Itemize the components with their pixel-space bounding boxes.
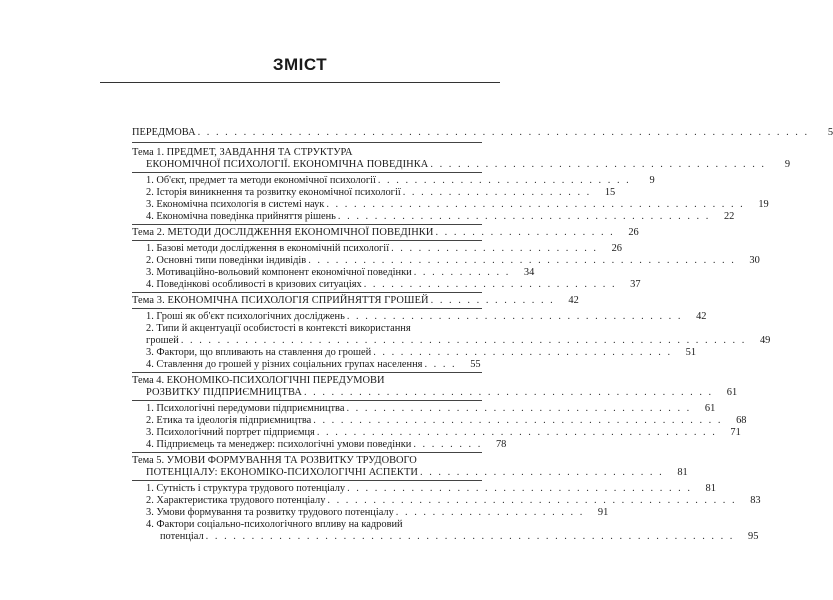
leader-dots: . . . . . . . . bbox=[413, 439, 483, 450]
toc-item-label: 3. Умови формування та розвитку трудового потенціалу bbox=[146, 507, 394, 518]
leader-dots: . . . . . . . . . . . . . . . . . . . . . . . . . . . . . . . . . . . . . . . . . . . . bbox=[316, 427, 717, 438]
leader-dots: . . . . . . . . . . . . . . . . . . . . . bbox=[402, 187, 592, 198]
toc-item-label: 4. Економічна поведінка прийняття рішень bbox=[146, 211, 336, 222]
section-divider bbox=[132, 308, 482, 309]
toc-topic-5[interactable] bbox=[146, 466, 688, 479]
toc-item-label: 1. Гроші як об'єкт психологічних досліджень bbox=[146, 311, 345, 322]
leader-dots: . . . . . . . . . . . bbox=[413, 267, 511, 278]
toc-item-label: 3. Фактори, що впливають на ставлення до грошей bbox=[146, 347, 372, 358]
page-number: 19 bbox=[758, 199, 769, 210]
leader-dots: . . . . . . . . . . . . . . . . . . . . . . . . . . . . . . . . . . . . . . . . . . . . . . bbox=[326, 199, 745, 210]
topic-heading-line: ЕКОНОМІЧНОЇ ПСИХОЛОГІЇ. ЕКОНОМІЧНА ПОВЕДІНКА bbox=[146, 159, 429, 170]
toc-item-label[interactable]: 4. Фактори соціально-психологічного впливу на кадровий bbox=[146, 519, 403, 530]
page-number: 83 bbox=[750, 495, 761, 506]
leader-dots: . . . . . . . . . . . . . . . . . . . . bbox=[435, 227, 615, 238]
leader-dots: . . . . . . . . . . . . . . . . . . . . . . . . . . . . . . . . . . . . . . . . . . . . . bbox=[313, 415, 723, 426]
toc-item[interactable] bbox=[146, 358, 480, 371]
leader-dots: . . . . . . . . . . . . . . . . . . . . . . . . . . . . . . . . . . . . . . bbox=[347, 483, 692, 494]
page-number: 30 bbox=[749, 255, 760, 266]
leader-dots: . . . . . . . . . . . . . . . . . . . . . . . . . . . . bbox=[363, 279, 617, 290]
leader-dots: . . . . . . . . . . . . . . . . . . . . . . . . . . . . . . . . . . . . . bbox=[430, 159, 767, 170]
toc-topic-1[interactable] bbox=[146, 158, 791, 171]
section-divider bbox=[132, 480, 482, 481]
toc-item-label[interactable]: 2. Типи й акцентуації особистості в контексті використання bbox=[146, 323, 411, 334]
page-number: 81 bbox=[705, 483, 716, 494]
page-number: 37 bbox=[630, 279, 641, 290]
title-rule bbox=[100, 82, 500, 83]
toc-item-label: 2. Основні типи поведінки індивідів bbox=[146, 255, 307, 266]
toc-item-label: 3. Економічна психологія в системі наук bbox=[146, 199, 325, 210]
leader-dots: . . . . . . . . . . . . . . . . . . . . . . . . . . . . . . . . . . . . . . . . . . . . . . . . . . . . . . . . . . bbox=[205, 531, 735, 542]
leader-dots: . . . . . . . . . . . . . . . . . . . . . . . . . . . . . . . . . . . . . . . . . . . . . bbox=[303, 387, 714, 398]
leader-dots: . . . . . . . . . . . . . . . . . . . . . . . . . . . . . . . . . . . . . . . . . . . . . . . bbox=[308, 255, 736, 266]
page-number: 42 bbox=[696, 311, 707, 322]
page-number: 91 bbox=[597, 507, 609, 518]
leader-dots: . . . . . . . . . . . . . . . . . . . . . . . . . . . . . . . . . . . . . . . . . . . . . . . . . . . . . . . . . . . . . . bbox=[180, 335, 747, 346]
topic-heading-line: РОЗВИТКУ ПІДПРИЄМНИЦТВА bbox=[146, 387, 302, 398]
topic-heading-line[interactable]: Тема 4. ЕКОНОМІКО-ПСИХОЛОГІЧНІ ПЕРЕДУМОВИ bbox=[132, 375, 385, 386]
leader-dots: . . . . . . . . . . . . . . . . . . . . . . . . . . . . . . . . . . . . . . bbox=[346, 403, 692, 414]
page-number: 15 bbox=[604, 187, 616, 198]
toc-item-label: потенціал bbox=[160, 531, 204, 542]
page-number: 34 bbox=[523, 267, 535, 278]
leader-dots: . . . . . . . . . . . . . . . . . . . . . . . . . . . . . . . . . . . . . . . . . . . . . . . . . . . . . . . . . . . . . . . . . . . bbox=[197, 127, 810, 138]
toc-item-label: грошей bbox=[146, 335, 179, 346]
toc-item-label: 4. Поведінкові особливості в кризових ситуаціях bbox=[146, 279, 362, 290]
page-number: 81 bbox=[677, 467, 688, 478]
toc-item-label: 1. Базові методи дослідження в економічній психології bbox=[146, 243, 390, 254]
toc-item[interactable] bbox=[146, 278, 641, 291]
toc-item-label: 1. Психологічні передумови підприємництва bbox=[146, 403, 345, 414]
page-number: 61 bbox=[726, 387, 738, 398]
leader-dots: . . . . . . . . . . . . . . . . . . . . . . . . . . . . . . . . . . . . . . . . . bbox=[337, 211, 711, 222]
page-number: 71 bbox=[730, 427, 741, 438]
section-divider bbox=[132, 240, 482, 241]
toc-entry-preface[interactable] bbox=[132, 126, 833, 139]
topic-heading-line: Тема 2. МЕТОДИ ДОСЛІДЖЕННЯ ЕКОНОМІЧНОЇ ПОВЕДІНКИ bbox=[132, 227, 434, 238]
toc-item-label: 2. Характеристика трудового потенціалу bbox=[146, 495, 326, 506]
toc-item[interactable] bbox=[146, 438, 507, 451]
toc-item-label: 1. Об'єкт, предмет та методи економічної психології bbox=[146, 175, 376, 186]
section-divider bbox=[132, 452, 482, 453]
toc-item-label: 4. Підприємець та менеджер: психологічні умови поведінки bbox=[146, 439, 412, 450]
page-number: 26 bbox=[611, 243, 622, 254]
page-number: 68 bbox=[736, 415, 747, 426]
section-divider bbox=[132, 172, 482, 173]
section-divider bbox=[132, 142, 482, 143]
leader-dots: . . . . . . . . . . . . . . . . . . . . . . . . . . . bbox=[420, 467, 664, 478]
leader-dots: . . . . . . . . . . . . . . . . . . . . . . . bbox=[391, 243, 598, 254]
page-number: 22 bbox=[723, 211, 735, 222]
leader-dots: . . . . . . . . . . . . . . . . . . . . . . . . . . . . . . . . . . . . . . . . . . . . . bbox=[327, 495, 737, 506]
leader-dots: . . . . . . . . . . . . . . . . . . . . . . . . . . . . bbox=[377, 175, 631, 186]
leader-dots: . . . . . . . . . . . . . . . . . . . . . bbox=[395, 507, 585, 518]
toc-item-label: 2. Етика та ідеологія підприємництва bbox=[146, 415, 312, 426]
topic-heading-line[interactable]: Тема 5. УМОВИ ФОРМУВАННЯ ТА РОЗВИТКУ ТРУДОВОГО bbox=[132, 455, 417, 466]
toc-item-label: 3. Мотиваційно-вольовий компонент економічної поведінки bbox=[146, 267, 412, 278]
page-number: 26 bbox=[628, 227, 639, 238]
page-number: 51 bbox=[685, 347, 697, 358]
page-number: 78 bbox=[495, 439, 507, 450]
toc-item-label: 2. Історія виникнення та розвитку економічної психології bbox=[146, 187, 401, 198]
topic-heading-line[interactable]: Тема 1. ПРЕДМЕТ, ЗАВДАННЯ ТА СТРУКТУРА bbox=[132, 147, 353, 158]
toc-topic-3[interactable] bbox=[132, 294, 579, 307]
page-number: 9 bbox=[649, 175, 655, 186]
page-number: 42 bbox=[568, 295, 579, 306]
toc-item-label: 4. Ставлення до грошей у різних соціальних групах населення bbox=[146, 359, 423, 370]
toc-entry-label: ПЕРЕДМОВА bbox=[132, 127, 196, 138]
section-divider bbox=[132, 400, 482, 401]
toc-topic-2[interactable] bbox=[132, 226, 639, 239]
section-divider bbox=[132, 224, 482, 225]
page-number: 5 bbox=[827, 127, 833, 138]
page-number: 95 bbox=[748, 531, 759, 542]
leader-dots: . . . . bbox=[424, 359, 457, 370]
page-number: 55 bbox=[470, 359, 481, 370]
leader-dots: . . . . . . . . . . . . . . bbox=[430, 295, 555, 306]
toc-item-label: 3. Психологічний портрет підприємця bbox=[146, 427, 315, 438]
toc-item-label: 1. Сутність і структура трудового потенціалу bbox=[146, 483, 346, 494]
page-number: 49 bbox=[759, 335, 771, 346]
toc-topic-4[interactable] bbox=[146, 386, 738, 399]
page-number: 61 bbox=[704, 403, 716, 414]
leader-dots: . . . . . . . . . . . . . . . . . . . . . . . . . . . . . . . . . bbox=[373, 347, 673, 358]
topic-heading-line: ПОТЕНЦІАЛУ: ЕКОНОМІКО-ПСИХОЛОГІЧНІ АСПЕКТИ bbox=[146, 467, 419, 478]
section-divider bbox=[132, 372, 482, 373]
leader-dots: . . . . . . . . . . . . . . . . . . . . . . . . . . . . . . . . . . . . . bbox=[346, 311, 683, 322]
topic-heading-line: Тема 3. ЕКОНОМІЧНА ПСИХОЛОГІЯ СПРИЙНЯТТЯ ГРОШЕЙ bbox=[132, 295, 429, 306]
page-number: 9 bbox=[784, 159, 791, 170]
section-divider bbox=[132, 292, 482, 293]
toc-item[interactable] bbox=[160, 530, 759, 543]
page-title: ЗМІСТ bbox=[272, 55, 328, 74]
toc-item[interactable] bbox=[146, 210, 735, 223]
